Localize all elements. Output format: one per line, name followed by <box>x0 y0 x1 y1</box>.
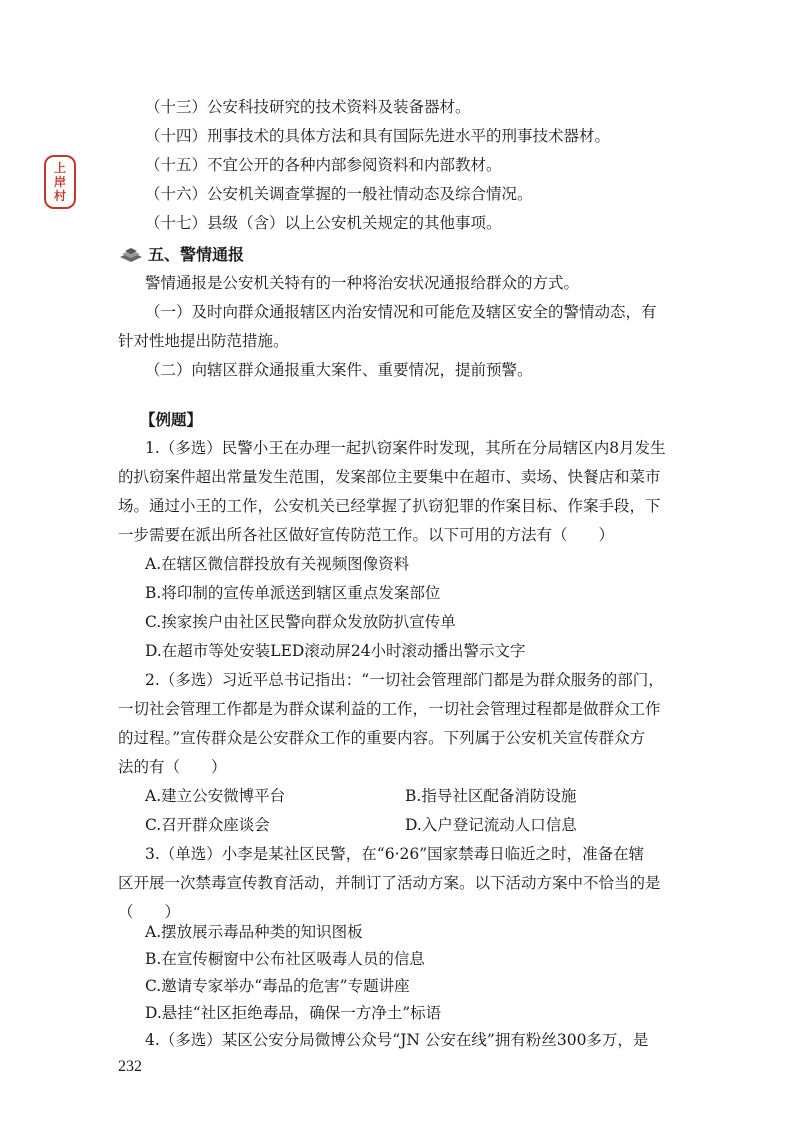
list-item: （十四）刑事技术的具体方法和具有国际先进水平的刑事技术器材。 <box>145 127 611 145</box>
books-icon <box>118 245 144 263</box>
paragraph: 警情通报是公安机关特有的一种将治安状况通报给群众的方式。 <box>145 274 580 292</box>
question-line: 2.（多选）习近平总书记指出：“一切社会管理部门都是为群众服务的部门， <box>145 671 664 689</box>
seal-char: 上 <box>53 161 66 175</box>
question-line: 3.（单选）小李是某社区民警，在“6·26”国家禁毒日临近之时，准备在辖 <box>145 845 645 863</box>
list-item: （十七）县级（含）以上公安机关规定的其他事项。 <box>145 214 502 232</box>
list-item: （十五）不宜公开的各种内部参阅资料和内部教材。 <box>145 156 502 174</box>
answer-option: D.在超市等处安装LED滚动屏24小时滚动播出警示文字 <box>145 642 526 660</box>
answer-option: C.挨家挨户由社区民警向群众发放防扒宣传单 <box>145 613 456 631</box>
answer-option: A.摆放展示毒品种类的知识图板 <box>145 923 363 941</box>
paragraph: （二）向辖区群众通报重大案件、重要情况，提前预警。 <box>145 361 533 379</box>
question-line: （ ） <box>118 903 181 921</box>
answer-option: D.入户登记流动人口信息 <box>405 816 577 834</box>
list-item: （十三）公安科技研究的技术资料及装备器材。 <box>145 98 471 116</box>
question-line: 场。通过小王的工作，公安机关已经掌握了扒窃犯罪的作案目标、作案手段，下 <box>118 497 661 515</box>
answer-option: A.在辖区微信群投放有关视频图像资料 <box>145 555 410 573</box>
question-line: 4.（多选）某区公安分局微博公众号“JN 公安在线”拥有粉丝300多万，是 <box>145 1031 649 1049</box>
question-line: 一步需要在派出所各社区做好宣传防范工作。以下可用的方法有（ ） <box>118 526 615 544</box>
examples-heading: 【例题】 <box>140 410 203 429</box>
paragraph: （一）及时向群众通报辖区内治安情况和可能危及辖区安全的警情动态，有 <box>145 303 657 321</box>
answer-option: B.指导社区配备消防设施 <box>405 787 577 805</box>
answer-option: B.在宣传橱窗中公布社区吸毒人员的信息 <box>145 950 425 968</box>
section-title: 五、警情通报 <box>148 245 245 264</box>
answer-option: A.建立公安微博平台 <box>145 787 286 805</box>
page-number: 232 <box>118 1058 142 1075</box>
question-line: 1.（多选）民警小王在办理一起扒窃案件时发现，其所在分局辖区内8月发生 <box>145 439 666 457</box>
paragraph: 针对性地提出防范措施。 <box>118 332 289 350</box>
section-heading <box>118 242 244 265</box>
question-line: 的扒窃案件超出常量发生范围，发案部位主要集中在超市、卖场、快餐店和菜市 <box>118 468 661 486</box>
seal-char: 岸 <box>53 175 66 189</box>
answer-option: C.召开群众座谈会 <box>145 816 270 834</box>
answer-option: D.悬挂“社区拒绝毒品，确保一方净土”标语 <box>145 1004 442 1022</box>
question-line: 的过程。”宣传群众是公安群众工作的重要内容。下列属于公安机关宣传群众方 <box>118 729 646 747</box>
list-item: （十六）公安机关调查掌握的一般社情动态及综合情况。 <box>145 185 533 203</box>
question-line: 法的有（ ） <box>118 758 227 776</box>
answer-option: C.邀请专家举办“毒品的危害”专题讲座 <box>145 977 410 995</box>
seal-stamp <box>44 155 76 209</box>
question-line: 区开展一次禁毒宣传教育活动，并制订了活动方案。以下活动方案中不恰当的是 <box>118 874 661 892</box>
seal-char: 村 <box>53 189 66 203</box>
answer-option: B.将印制的宣传单派送到辖区重点发案部位 <box>145 584 441 602</box>
question-line: 一切社会管理工作都是为群众谋利益的工作，一切社会管理过程都是做群众工作 <box>118 700 661 718</box>
